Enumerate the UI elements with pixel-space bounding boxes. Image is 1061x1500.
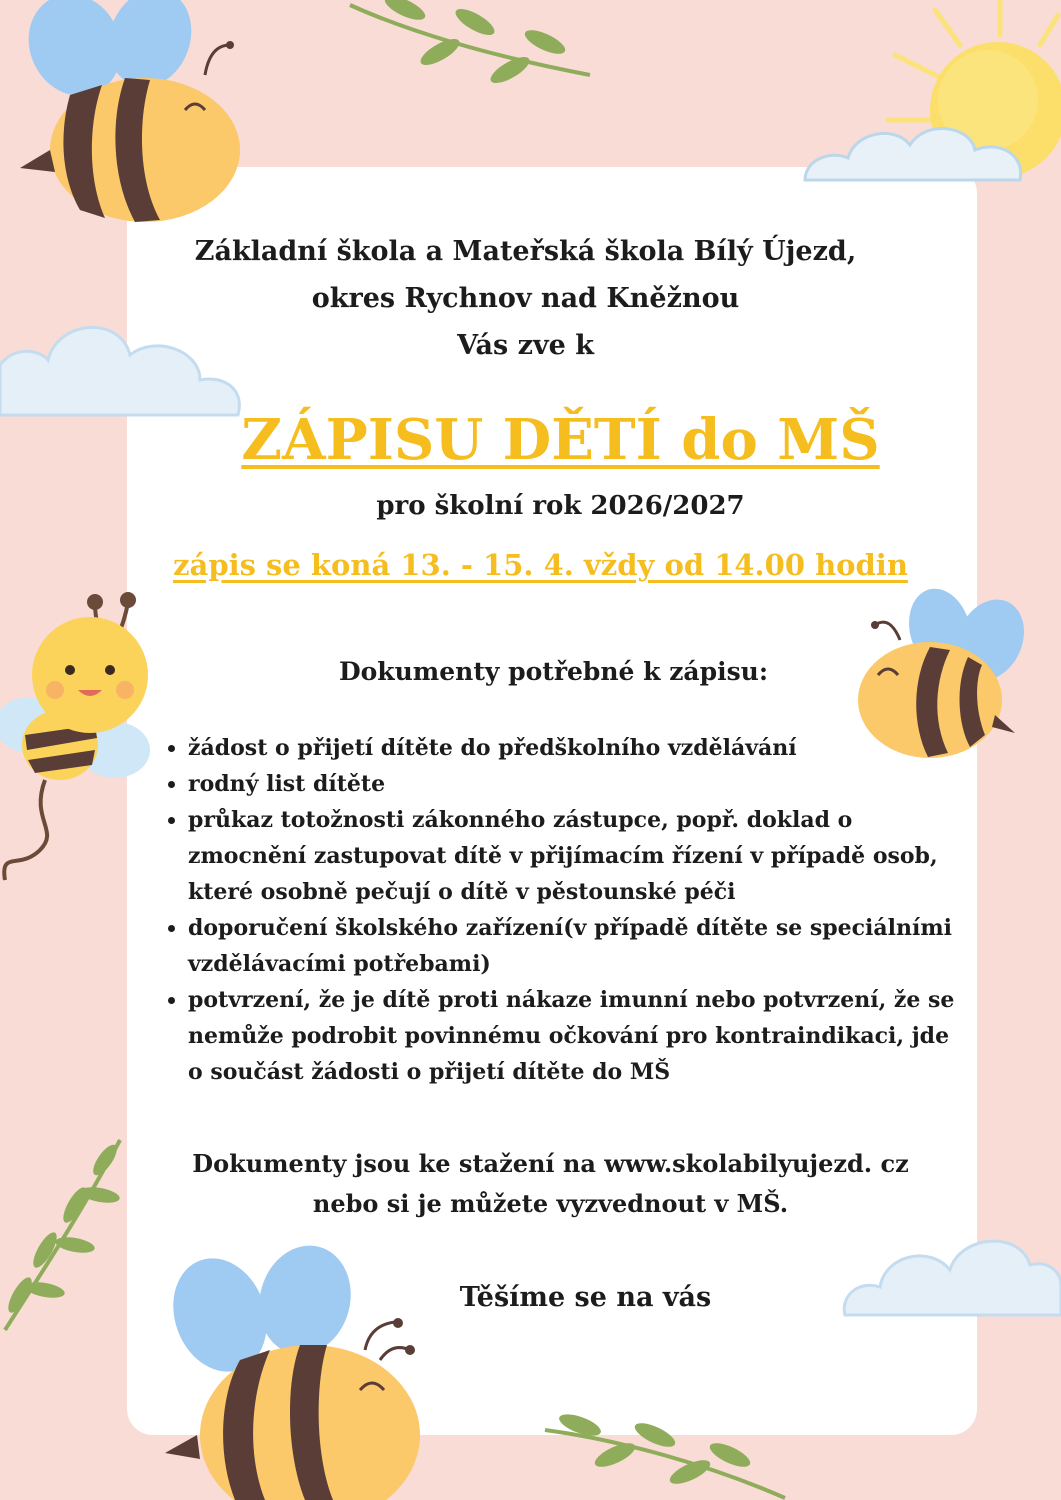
leaf-branch-icon	[540, 1410, 790, 1500]
download-line-2: nebo si je můžete vyzvednout v MŠ.	[312, 1189, 789, 1218]
enrollment-date: zápis se koná 13. - 15. 4. vždy od 14.00 hodin	[173, 548, 908, 582]
documents-list	[188, 730, 958, 1090]
closing-message: Těšíme se na vás	[459, 1282, 712, 1313]
header-line-2: okres Rychnov nad Kněžnou	[311, 283, 740, 314]
list-item: rodný list dítěte	[188, 766, 958, 802]
list-item: průkaz totožnosti zákonného zástupce, popř. doklad o zmocnění zastupovat dítě v přijímacím řízení v případě osob, které osobně pečují o dítě v pěstounské péči	[188, 802, 958, 910]
download-info	[20, 1144, 1061, 1224]
documents-heading: Dokumenty potřebné k zápisu:	[338, 657, 769, 686]
list-item: žádost o přijetí dítěte do předškolního vzdělávání	[188, 730, 958, 766]
school-year: pro školní rok 2026/2027	[376, 491, 745, 521]
bee-icon	[0, 590, 160, 890]
leaf-branch-icon	[345, 0, 595, 90]
header-line-1: Základní škola a Mateřská škola Bílý Újezd,	[194, 236, 857, 267]
list-item: doporučení školského zařízení(v případě dítěte se speciálními vzdělávacími potřebami)	[188, 910, 958, 982]
bee-icon	[10, 0, 250, 230]
download-line-1: Dokumenty jsou ke stažení na www.skolabilyujezd. cz	[192, 1149, 909, 1178]
page-title: ZÁPISU DĚTÍ do MŠ	[241, 407, 880, 473]
sun-icon	[800, 0, 1061, 200]
school-header	[0, 228, 1061, 369]
header-line-3: Vás zve k	[457, 330, 594, 361]
list-item: potvrzení, že je dítě proti nákaze imunní nebo potvrzení, že se nemůže podrobit povinnému očkování pro kontraindikaci, jde o součást žádosti o přijetí dítěte do MŠ	[188, 982, 958, 1090]
